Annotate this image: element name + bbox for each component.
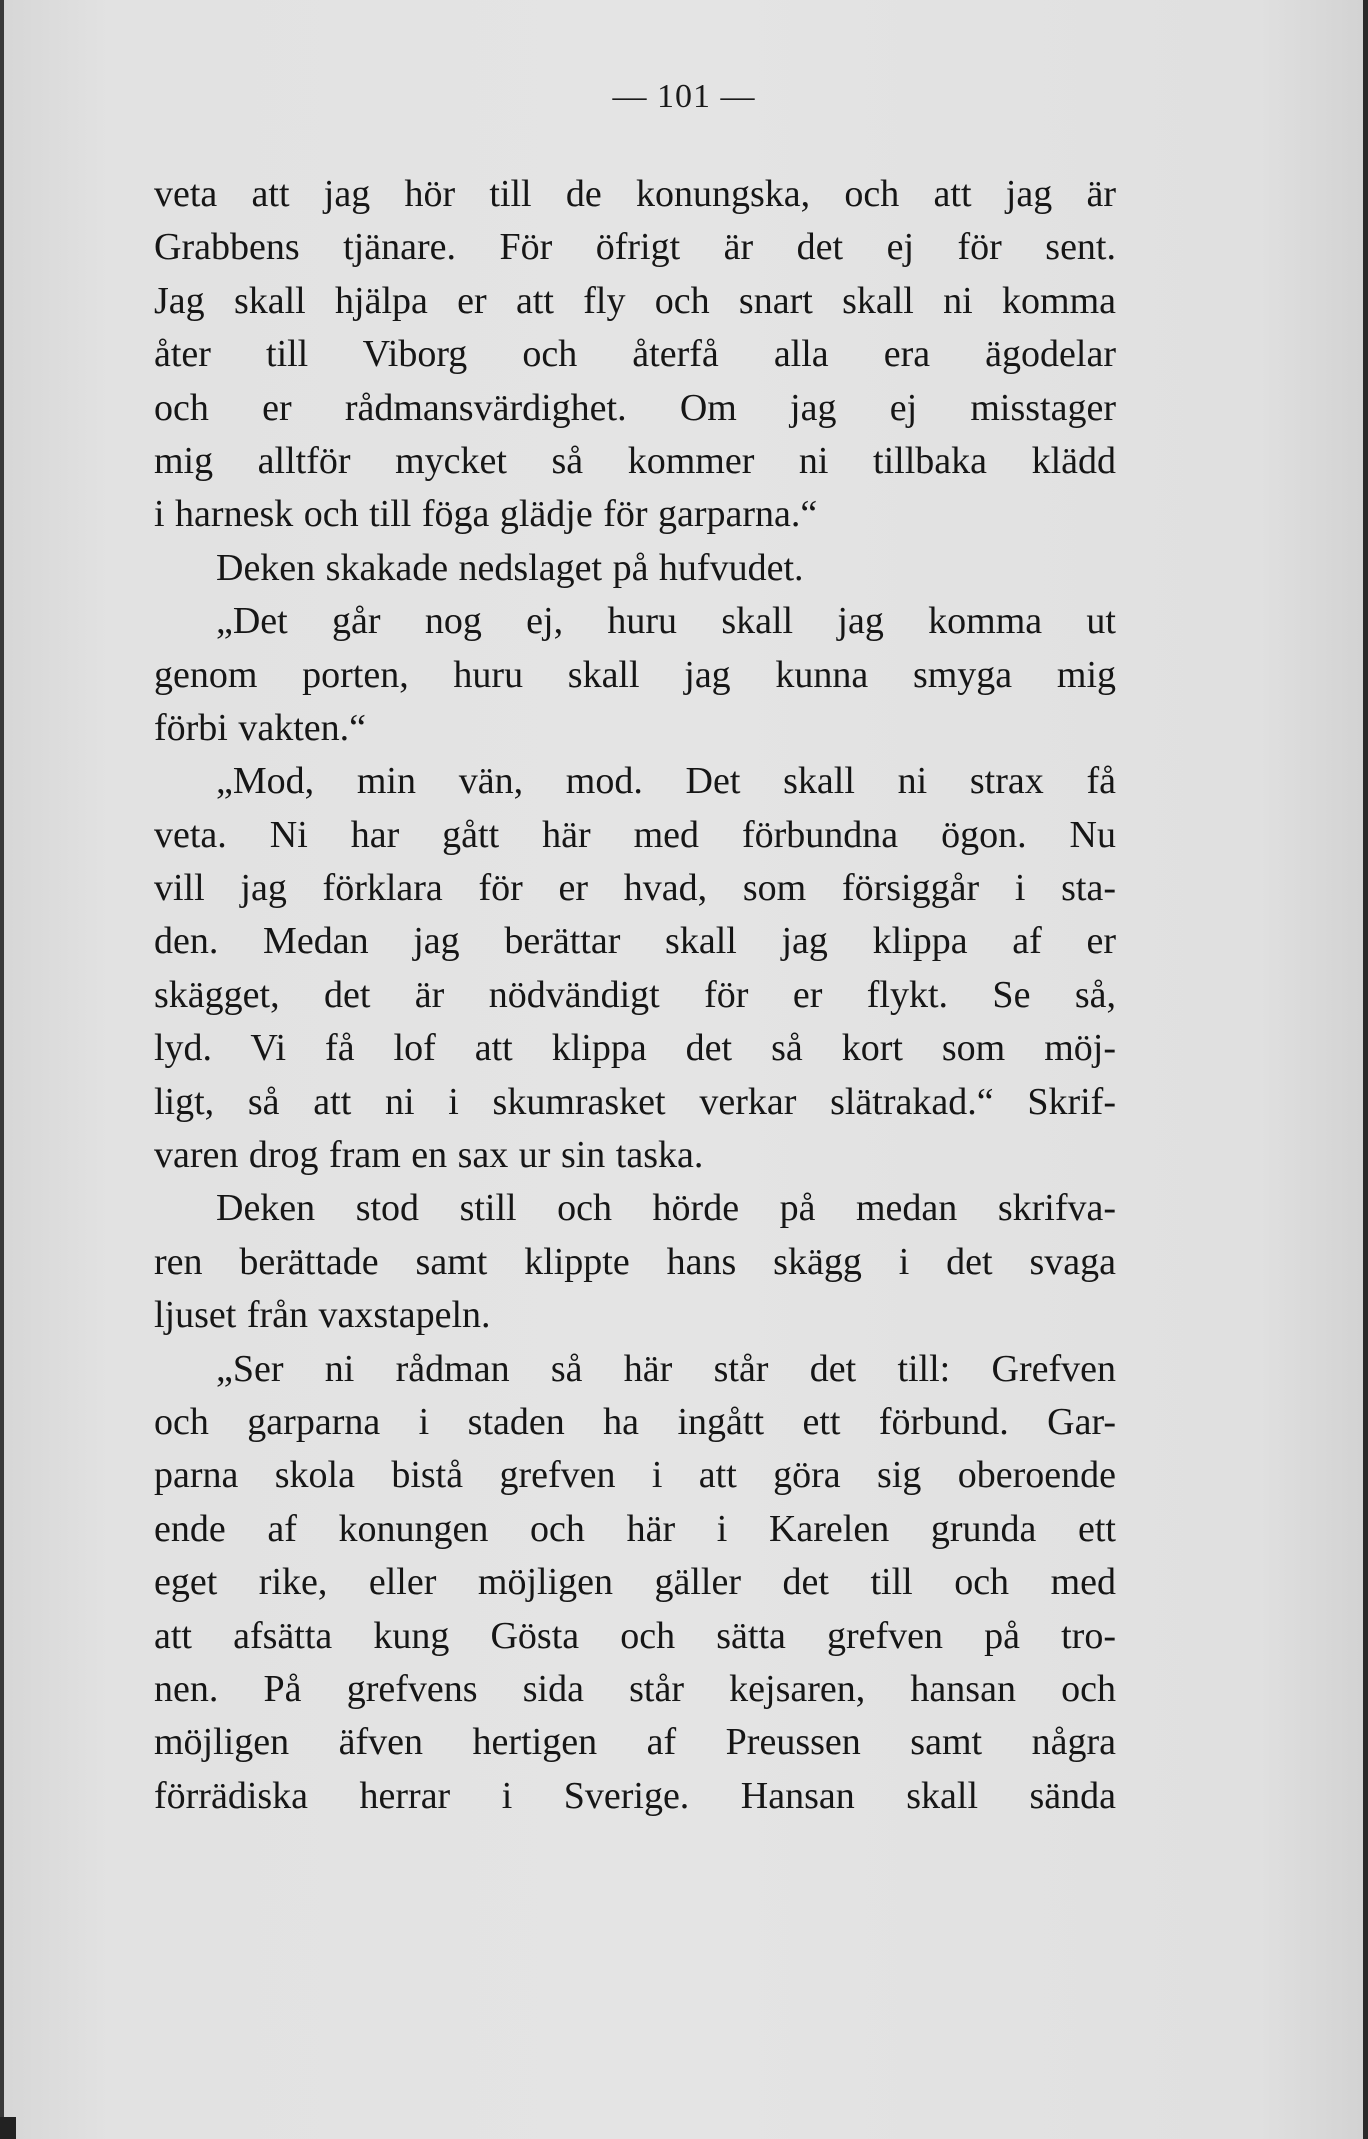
page-number: — 101 —: [612, 78, 756, 115]
text-line: Deken stod still och hörde på medan skrifva-: [216, 1187, 1116, 1230]
text-line: veta att jag hör till de konungska, och att jag är: [154, 173, 1116, 215]
text-line: Grabbens tjänare. För öfrigt är det ej för sent.: [154, 226, 1116, 269]
scan-corner-mark: [0, 2117, 16, 2139]
text-line: den. Medan jag berättar skall jag klippa af er: [154, 920, 1116, 963]
text-line: åter till Viborg och återfå alla era ägodelar: [154, 333, 1116, 376]
text-line: ljuset från vaxstapeln.: [154, 1294, 491, 1337]
text-line: eget rike, eller möjligen gäller det till och med: [154, 1561, 1116, 1604]
text-line: ren berättade samt klippte hans skägg i det svaga: [154, 1240, 1116, 1283]
text-line: och er rådmansvärdighet. Om jag ej misstager: [154, 386, 1116, 429]
text-line: nen. På grefvens sida står kejsaren, hansan och: [154, 1667, 1116, 1710]
text-line: varen drog fram en sax ur sin taska.: [154, 1134, 704, 1177]
text-line: veta. Ni har gått här med förbundna ögon. Nu: [154, 813, 1116, 856]
text-line: genom porten, huru skall jag kunna smyga mig: [154, 653, 1116, 696]
text-line: Jag skall hjälpa er att fly och snart skall ni komma: [154, 279, 1116, 322]
text-line: ende af konungen och här i Karelen grunda ett: [154, 1507, 1116, 1550]
left-page-edge: [0, 0, 4, 2139]
text-line: „Mod, min vän, mod. Det skall ni strax få: [216, 760, 1116, 803]
body-text: [154, 168, 1116, 1823]
text-line: förbi vakten.“: [154, 706, 367, 749]
text-line: parna skola bistå grefven i att göra sig oberoende: [154, 1454, 1116, 1497]
text-line: „Ser ni rådman så här står det till: Grefven: [216, 1347, 1116, 1390]
text-line: „Det går nog ej, huru skall jag komma ut: [216, 600, 1116, 643]
text-line: vill jag förklara för er hvad, som försiggår i sta-: [154, 867, 1116, 910]
text-line: i harnesk och till föga glädje för garparna.“: [154, 493, 818, 536]
text-line: mig alltför mycket så kommer ni tillbaka klädd: [154, 439, 1116, 482]
text-line: och garparna i staden ha ingått ett förbund. Gar-: [154, 1400, 1116, 1443]
text-line: lyd. Vi få lof att klippa det så kort som möj-: [154, 1027, 1116, 1070]
text-line: skägget, det är nödvändigt för er flykt. Se så,: [154, 973, 1116, 1016]
text-line: Deken skakade nedslaget på hufvudet.: [216, 546, 804, 589]
text-line: förrädiska herrar i Sverige. Hansan skall sända: [154, 1774, 1116, 1817]
text-line: att afsätta kung Gösta och sätta grefven på tro-: [154, 1614, 1116, 1657]
text-line: ligt, så att ni i skumrasket verkar slätrakad.“ Skrif-: [154, 1080, 1116, 1123]
right-page-edge: [1363, 0, 1368, 2139]
text-line: möjligen äfven hertigen af Preussen samt några: [154, 1721, 1116, 1764]
